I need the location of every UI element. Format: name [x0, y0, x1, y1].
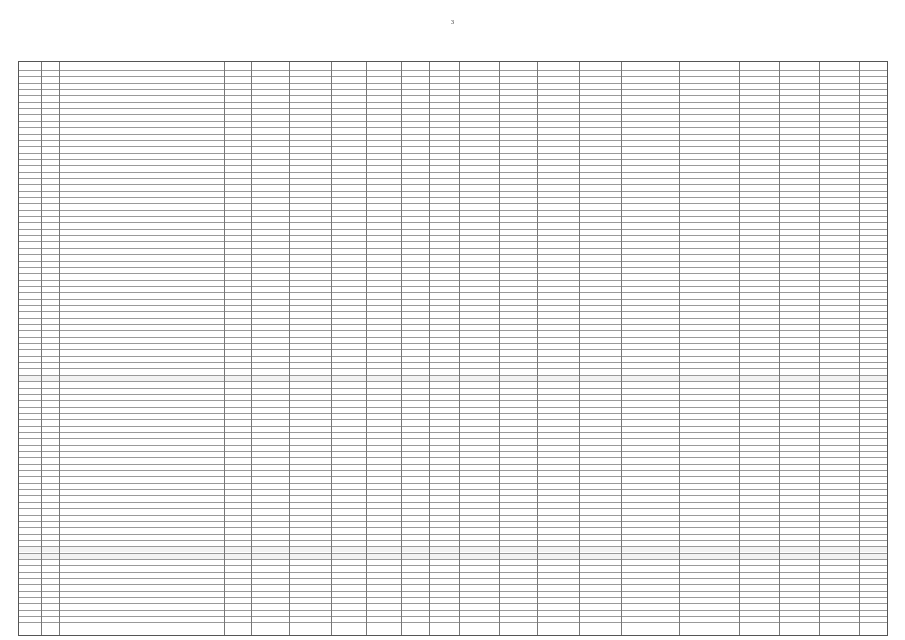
- table-row: [19, 146, 887, 147]
- table-row: [19, 597, 887, 598]
- table-row: [19, 400, 887, 401]
- table-row: [19, 165, 887, 166]
- table-row: [19, 622, 887, 623]
- table-row: [19, 330, 887, 331]
- table-row: [19, 216, 887, 217]
- table-row: [19, 591, 887, 592]
- table-row: [19, 394, 887, 395]
- table-row: [19, 534, 887, 535]
- table-row: [19, 121, 887, 122]
- table-row: [19, 286, 887, 287]
- column-divider: [859, 62, 860, 635]
- table-row: [19, 229, 887, 230]
- table-row: [19, 203, 887, 204]
- table-row: [19, 527, 887, 528]
- column-divider: [429, 62, 430, 635]
- table-row: [19, 457, 887, 458]
- table-row: [19, 375, 887, 376]
- table-row: [19, 172, 887, 173]
- column-divider: [579, 62, 580, 635]
- table-row: [19, 553, 887, 554]
- table-row: [19, 470, 887, 471]
- column-divider: [41, 62, 42, 635]
- table-row: [19, 76, 887, 77]
- table-row: [19, 248, 887, 249]
- table-row: [19, 280, 887, 281]
- column-divider: [537, 62, 538, 635]
- table-row: [19, 521, 887, 522]
- table-row: [19, 432, 887, 433]
- table-row: [19, 254, 887, 255]
- column-divider: [289, 62, 290, 635]
- table-row: [19, 299, 887, 300]
- table-row: [19, 603, 887, 604]
- table-row: [19, 540, 887, 541]
- table-row: [19, 565, 887, 566]
- table-row: [19, 241, 887, 242]
- table-row: [19, 318, 887, 319]
- table-row: [19, 489, 887, 490]
- table-row: [19, 337, 887, 338]
- table-row: [19, 572, 887, 573]
- table-row: [19, 445, 887, 446]
- table-body: [19, 70, 887, 635]
- column-divider: [224, 62, 225, 635]
- table-row: [19, 210, 887, 211]
- table-row: [19, 419, 887, 420]
- table-row: [19, 451, 887, 452]
- table-row: [19, 515, 887, 516]
- table-row: [19, 89, 887, 90]
- table-row: [19, 483, 887, 484]
- table-row: [19, 292, 887, 293]
- table-row: [19, 438, 887, 439]
- table-row: [19, 362, 887, 363]
- table-row: [19, 140, 887, 141]
- table-row: [19, 95, 887, 96]
- table-row: [19, 584, 887, 585]
- table-row: [19, 324, 887, 325]
- column-divider: [819, 62, 820, 635]
- table-row: [19, 546, 887, 547]
- table-row: [19, 381, 887, 382]
- table-row: [19, 235, 887, 236]
- table-row: [19, 502, 887, 503]
- table-row: [19, 413, 887, 414]
- table-row: [19, 305, 887, 306]
- column-divider: [739, 62, 740, 635]
- table-row: [19, 267, 887, 268]
- table-row: [19, 610, 887, 611]
- data-table: [18, 61, 888, 636]
- column-divider: [459, 62, 460, 635]
- table-row: [19, 426, 887, 427]
- table-row: [19, 191, 887, 192]
- table-row: [19, 159, 887, 160]
- table-row: [19, 108, 887, 109]
- table-row: [19, 83, 887, 84]
- table-row: [19, 261, 887, 262]
- table-row: [19, 578, 887, 579]
- column-divider: [59, 62, 60, 635]
- table-row: [19, 134, 887, 135]
- table-row: [19, 356, 887, 357]
- column-divider: [331, 62, 332, 635]
- table-row: [19, 273, 887, 274]
- table-row: [19, 559, 887, 560]
- column-divider: [621, 62, 622, 635]
- table-row: [19, 508, 887, 509]
- table-row: [19, 616, 887, 617]
- column-divider: [779, 62, 780, 635]
- table-row: [19, 407, 887, 408]
- column-divider: [679, 62, 680, 635]
- table-row: [19, 197, 887, 198]
- table-row: [19, 70, 887, 71]
- page-number: 3: [451, 20, 454, 26]
- table-row: [19, 388, 887, 389]
- table-row: [19, 495, 887, 496]
- column-divider: [251, 62, 252, 635]
- table-row: [19, 368, 887, 369]
- table-row: [19, 464, 887, 465]
- table-row: [19, 311, 887, 312]
- table-row: [19, 127, 887, 128]
- column-divider: [401, 62, 402, 635]
- table-row: [19, 178, 887, 179]
- table-row: [19, 343, 887, 344]
- column-divider: [366, 62, 367, 635]
- table-row: [19, 114, 887, 115]
- table-row: [19, 102, 887, 103]
- column-divider: [499, 62, 500, 635]
- table-row: [19, 222, 887, 223]
- table-row: [19, 184, 887, 185]
- table-row: [19, 153, 887, 154]
- table-row: [19, 476, 887, 477]
- table-row: [19, 349, 887, 350]
